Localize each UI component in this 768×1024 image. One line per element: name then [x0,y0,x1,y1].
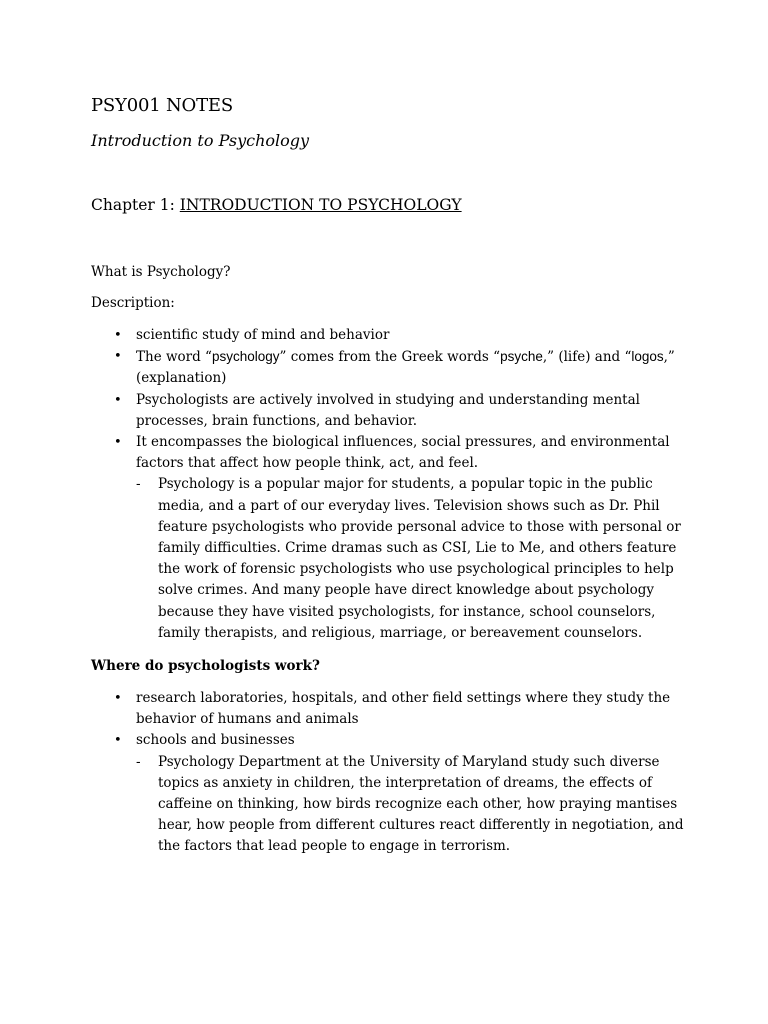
section-heading: Where do psychologists work? [91,658,320,675]
list-item [91,730,691,857]
section-where-psychologists-work [91,656,691,858]
bullet-list [91,688,691,858]
document-page [91,93,691,858]
keyword-psychology: psychology [211,349,280,365]
description-label: Description: [91,295,175,311]
list-item-text: schools and businesses [136,732,295,749]
spacer [91,644,691,656]
bullet-icon: • [114,691,122,707]
document-subtitle: Introduction to Psychology [91,131,310,150]
list-item-text-part: ,” (explanation) [136,349,675,387]
bullet-list [91,325,691,644]
list-item-text-part: ” comes from the Greek words “ [279,349,501,366]
dash-marker: - [136,476,141,493]
bullet-icon: • [114,328,122,343]
list-item-text-part: The word “ [136,349,212,366]
keyword-logos: logos [631,349,664,365]
bullet-icon: • [114,349,122,365]
sub-list-item-text: Psychology is a popular major for students, a popular topic in the public media, and a part of our everyday lives. Television shows such as Dr. Phil feature psychologists who provide personal advice to those with personal or family difficulties. Crime dramas such as CSI, Lie to Me, and others feature the work of forensic psychologists who use psychological principles to help solve crimes. And many people have direct knowledge about psychology because they have visited psychologists, for instance, school counselors, family therapists, and religious, marriage, or bereavement counselors. [158,476,681,641]
chapter-title: INTRODUCTION TO PSYCHOLOGY [179,196,462,214]
list-item-text: scientific study of mind and behavior [136,327,390,343]
list-item [91,688,691,730]
bullet-icon: • [114,435,122,451]
dash-marker: - [136,753,141,770]
list-item [91,346,691,389]
sub-list-item [136,474,691,644]
list-item-text: Psychologists are actively involved in studying and understanding mental processes, brain functions, and behavior. [136,391,640,429]
list-item-text: research laboratories, hospitals, and other field settings where they study the behavior of humans and animals [136,690,671,728]
chapter-prefix: Chapter 1: [91,196,180,214]
list-item-text-part: ,” (life) and “ [542,349,632,366]
chapter-heading [91,194,691,216]
list-item [91,325,691,346]
bullet-icon: • [114,392,122,408]
bullet-icon: • [114,733,122,749]
sub-list-item-text: Psychology Department at the University of Maryland study such diverse topics as anxiety in children, the interpretation of dreams, the effects of caffeine on thinking, how birds recognize each other, how praying mantises hear, how people from different cultures react differently in negotiation, and the factors that lead people to engage in terrorism. [158,753,684,855]
section-heading: What is Psychology? [91,264,231,280]
list-item [91,432,691,644]
document-title: PSY001 NOTES [91,95,233,116]
sub-list-item [136,752,691,858]
list-item [91,390,691,432]
section-what-is-psychology [91,262,691,644]
list-item-text: It encompasses the biological influences, social pressures, and environmental factors that affect how people think, act, and feel. [136,434,670,472]
keyword-psyche: psyche [500,349,543,365]
